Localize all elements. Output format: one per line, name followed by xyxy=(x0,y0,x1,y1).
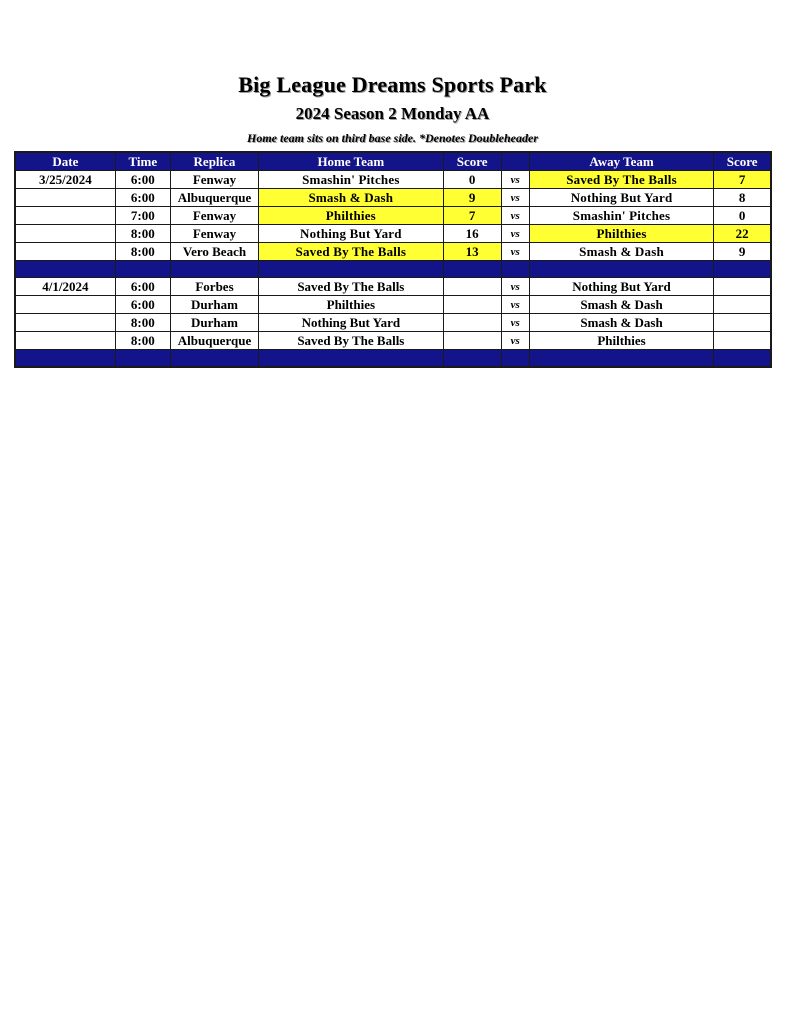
col-vs xyxy=(501,152,529,171)
replica-cell: Fenway xyxy=(170,171,258,189)
away-team-cell: Philthies xyxy=(529,332,713,350)
time-cell: 8:00 xyxy=(115,314,170,332)
separator-cell xyxy=(443,350,501,368)
schedule-body xyxy=(15,171,771,368)
table-row xyxy=(15,332,771,350)
home-score-cell: 7 xyxy=(443,207,501,225)
away-team-cell: Smash & Dash xyxy=(529,296,713,314)
date-cell xyxy=(15,207,115,225)
table-row xyxy=(15,225,771,243)
away-team-cell: Philthies xyxy=(529,225,713,243)
table-row xyxy=(15,243,771,261)
separator-cell xyxy=(501,350,529,368)
vs-cell: vs xyxy=(501,189,529,207)
home-score-cell xyxy=(443,278,501,296)
home-team-cell: Nothing But Yard xyxy=(259,314,443,332)
replica-cell: Durham xyxy=(170,314,258,332)
vs-cell: vs xyxy=(501,171,529,189)
separator-cell xyxy=(501,261,529,278)
col-home-score: Score xyxy=(443,152,501,171)
home-team-cell: Philthies xyxy=(259,207,443,225)
away-score-cell: 7 xyxy=(714,171,771,189)
home-score-cell: 16 xyxy=(443,225,501,243)
col-home-team: Home Team xyxy=(259,152,443,171)
replica-cell: Vero Beach xyxy=(170,243,258,261)
home-score-cell: 9 xyxy=(443,189,501,207)
date-cell: 3/25/2024 xyxy=(15,171,115,189)
away-team-cell: Saved By The Balls xyxy=(529,171,713,189)
away-score-cell xyxy=(714,296,771,314)
separator-cell xyxy=(529,261,713,278)
col-time: Time xyxy=(115,152,170,171)
separator-cell xyxy=(15,261,115,278)
home-team-cell: Saved By The Balls xyxy=(259,243,443,261)
schedule-table xyxy=(14,151,772,368)
away-team-cell: Nothing But Yard xyxy=(529,278,713,296)
separator-cell xyxy=(259,261,443,278)
replica-cell: Albuquerque xyxy=(170,189,258,207)
col-away-score: Score xyxy=(714,152,771,171)
table-row xyxy=(15,314,771,332)
time-cell: 8:00 xyxy=(115,332,170,350)
away-score-cell: 0 xyxy=(714,207,771,225)
time-cell: 8:00 xyxy=(115,243,170,261)
replica-cell: Forbes xyxy=(170,278,258,296)
vs-cell: vs xyxy=(501,314,529,332)
home-team-cell: Nothing But Yard xyxy=(259,225,443,243)
date-cell xyxy=(15,243,115,261)
seating-note: Home team sits on third base side. *Denotes Doubleheader xyxy=(247,131,538,145)
away-score-cell: 22 xyxy=(714,225,771,243)
time-cell: 8:00 xyxy=(115,225,170,243)
vs-cell: vs xyxy=(501,296,529,314)
replica-cell: Durham xyxy=(170,296,258,314)
table-row xyxy=(15,296,771,314)
away-team-cell: Smash & Dash xyxy=(529,243,713,261)
vs-cell: vs xyxy=(501,278,529,296)
replica-cell: Albuquerque xyxy=(170,332,258,350)
away-score-cell xyxy=(714,314,771,332)
replica-cell: Fenway xyxy=(170,207,258,225)
separator-cell xyxy=(170,350,258,368)
away-team-cell: Nothing But Yard xyxy=(529,189,713,207)
away-score-cell xyxy=(714,278,771,296)
table-row xyxy=(15,207,771,225)
time-cell: 7:00 xyxy=(115,207,170,225)
separator-cell xyxy=(15,350,115,368)
away-score-cell: 9 xyxy=(714,243,771,261)
time-cell: 6:00 xyxy=(115,189,170,207)
col-date: Date xyxy=(15,152,115,171)
page-title: Big League Dreams Sports Park xyxy=(238,72,547,97)
separator-cell xyxy=(170,261,258,278)
table-row xyxy=(15,278,771,296)
home-team-cell: Smashin' Pitches xyxy=(259,171,443,189)
away-score-cell: 8 xyxy=(714,189,771,207)
separator-cell xyxy=(115,261,170,278)
vs-cell: vs xyxy=(501,207,529,225)
time-cell: 6:00 xyxy=(115,296,170,314)
vs-cell: vs xyxy=(501,243,529,261)
date-cell xyxy=(15,332,115,350)
date-cell xyxy=(15,189,115,207)
home-score-cell: 13 xyxy=(443,243,501,261)
home-score-cell xyxy=(443,296,501,314)
away-team-cell: Smashin' Pitches xyxy=(529,207,713,225)
week-separator-row xyxy=(15,261,771,278)
separator-cell xyxy=(259,350,443,368)
home-team-cell: Smash & Dash xyxy=(259,189,443,207)
vs-cell: vs xyxy=(501,225,529,243)
col-replica: Replica xyxy=(170,152,258,171)
date-cell xyxy=(15,296,115,314)
header-row xyxy=(15,152,771,171)
col-away-team: Away Team xyxy=(529,152,713,171)
week-separator-row xyxy=(15,350,771,368)
table-row xyxy=(15,189,771,207)
separator-cell xyxy=(115,350,170,368)
table-row xyxy=(15,171,771,189)
home-score-cell xyxy=(443,314,501,332)
home-score-cell xyxy=(443,332,501,350)
time-cell: 6:00 xyxy=(115,278,170,296)
separator-cell xyxy=(714,350,771,368)
season-subtitle: 2024 Season 2 Monday AA xyxy=(295,104,490,123)
away-score-cell xyxy=(714,332,771,350)
vs-cell: vs xyxy=(501,332,529,350)
time-cell: 6:00 xyxy=(115,171,170,189)
away-team-cell: Smash & Dash xyxy=(529,314,713,332)
replica-cell: Fenway xyxy=(170,225,258,243)
separator-cell xyxy=(529,350,713,368)
home-score-cell: 0 xyxy=(443,171,501,189)
separator-cell xyxy=(443,261,501,278)
home-team-cell: Saved By The Balls xyxy=(259,332,443,350)
home-team-cell: Philthies xyxy=(259,296,443,314)
date-cell xyxy=(15,314,115,332)
home-team-cell: Saved By The Balls xyxy=(259,278,443,296)
separator-cell xyxy=(714,261,771,278)
date-cell: 4/1/2024 xyxy=(15,278,115,296)
date-cell xyxy=(15,225,115,243)
